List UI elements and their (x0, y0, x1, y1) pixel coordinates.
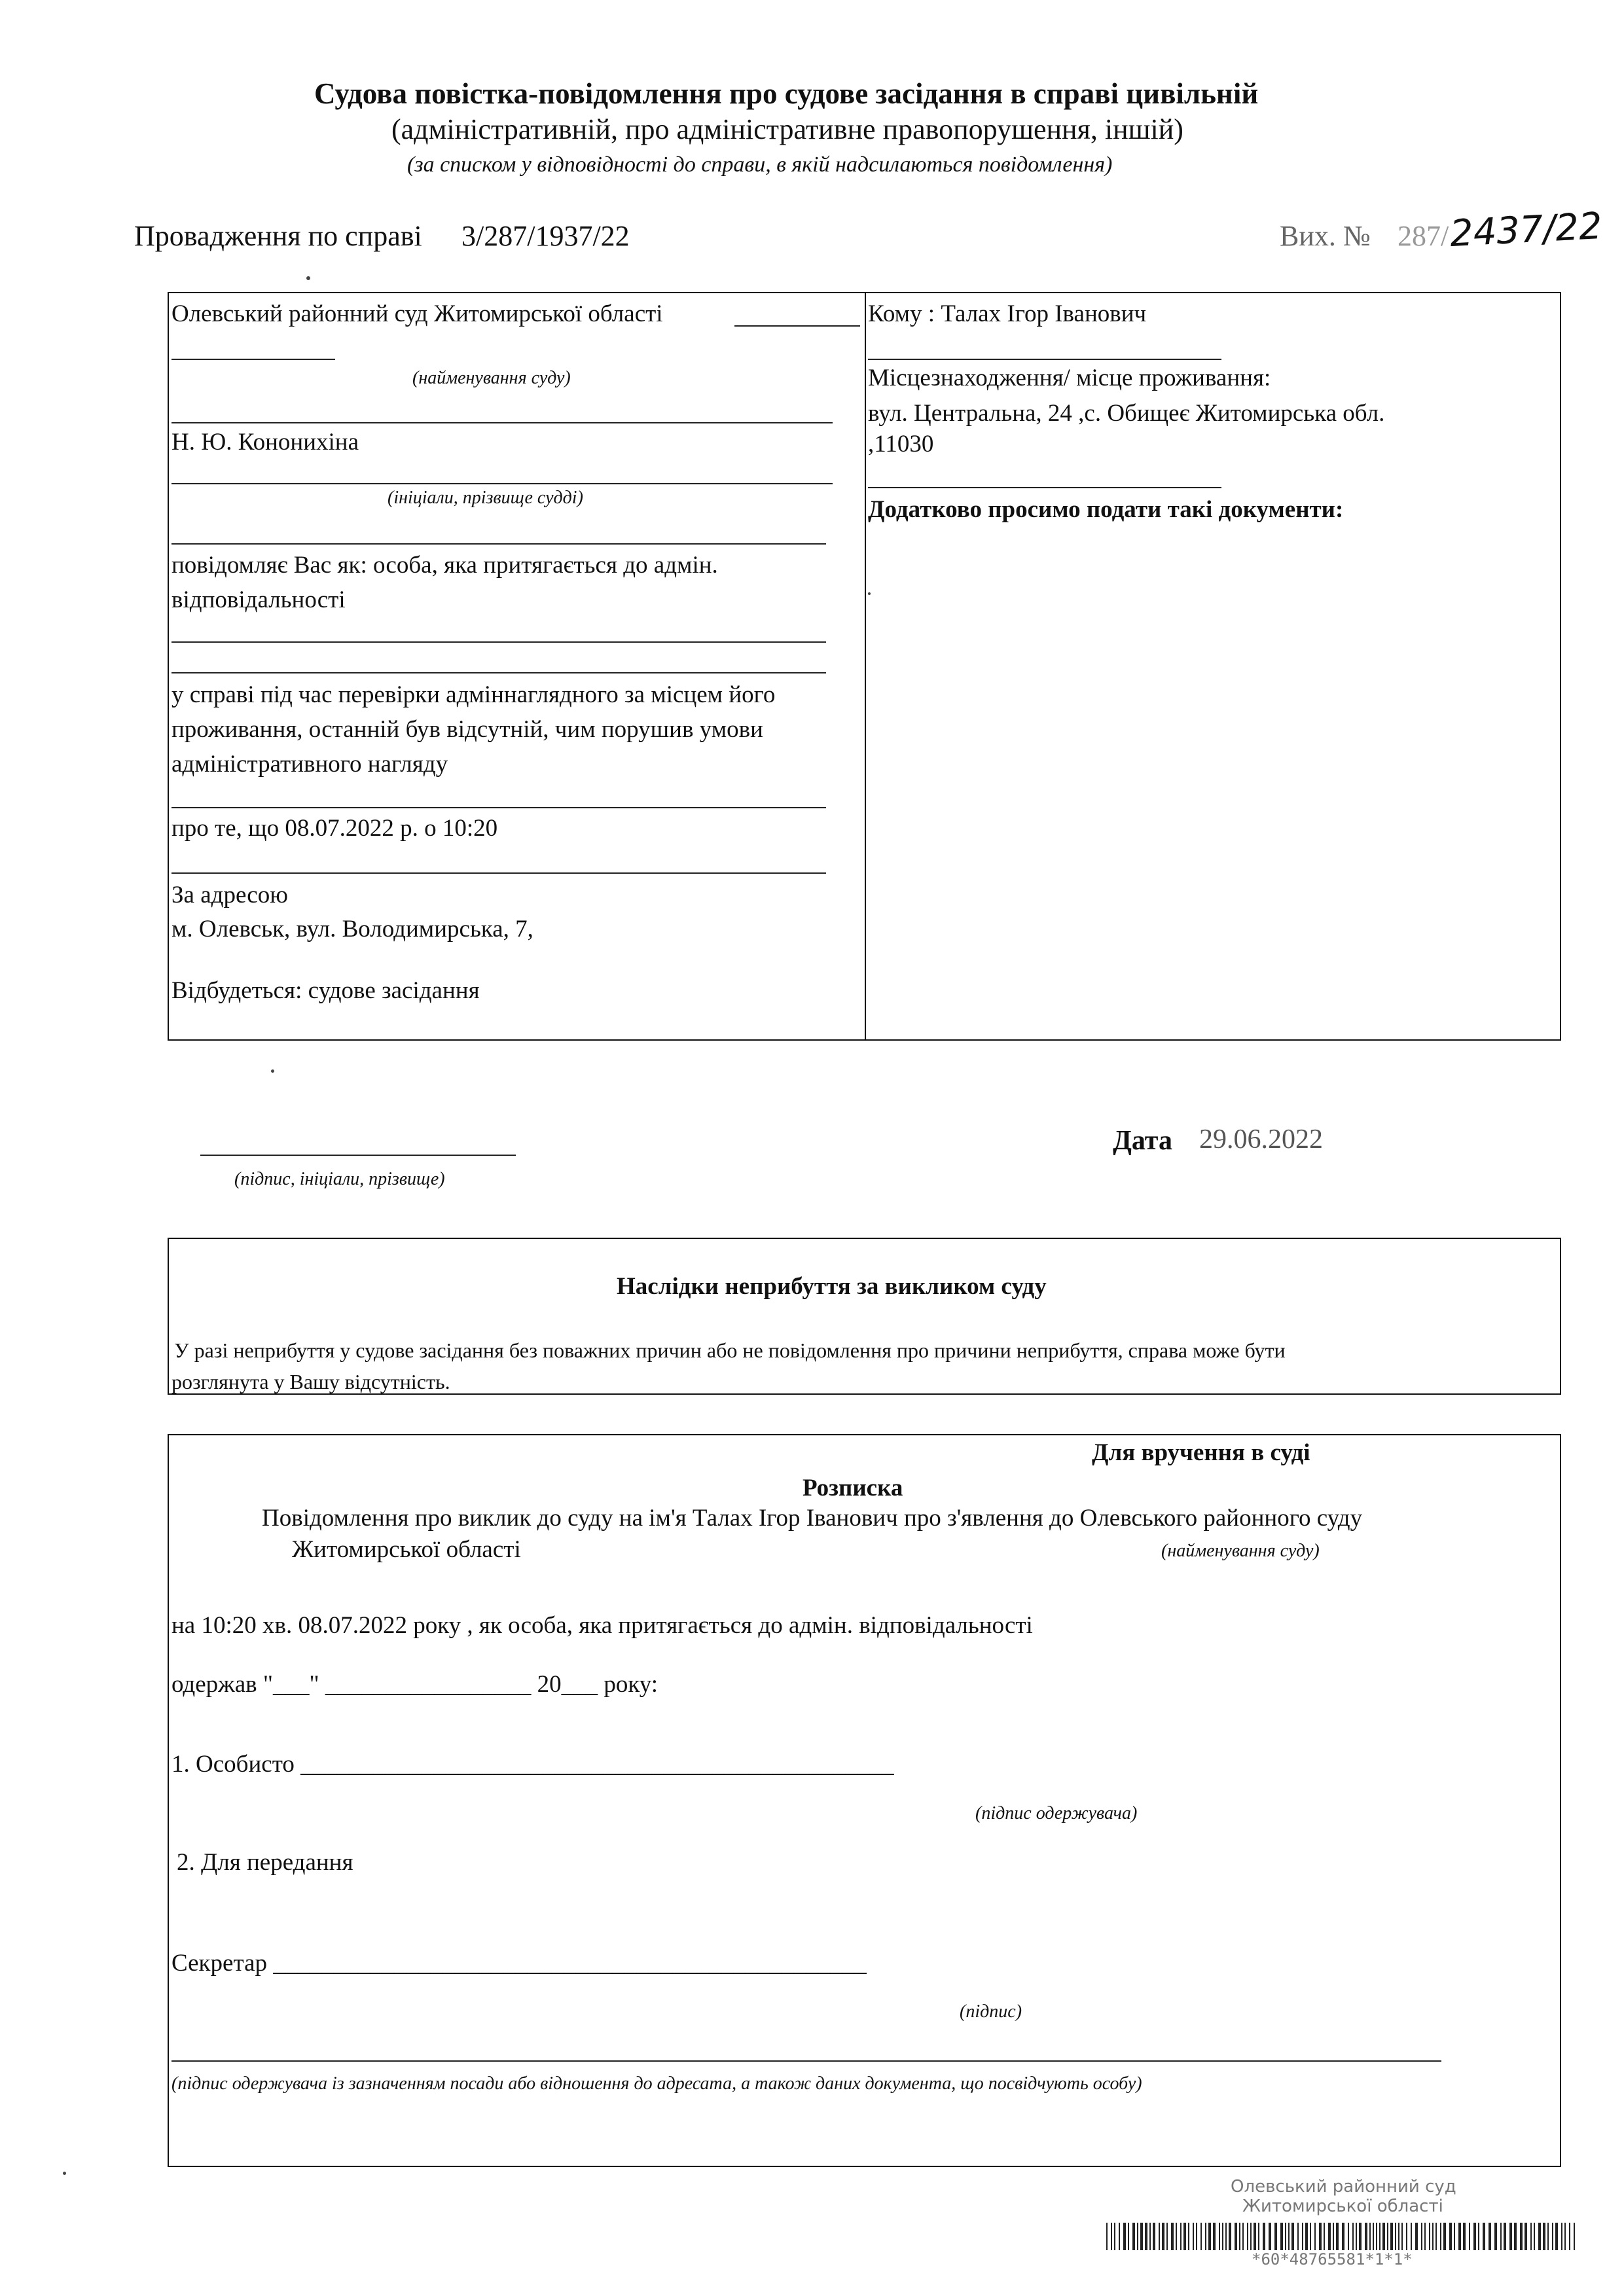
barcode-bar (1140, 2223, 1143, 2250)
barcode-bar (1128, 2223, 1129, 2250)
barcode-bar (1193, 2223, 1194, 2250)
barcode-bar (1310, 2223, 1311, 2250)
barcode-bar (1525, 2223, 1527, 2250)
barcode-bar (1235, 2223, 1237, 2250)
barcode-bar (1348, 2223, 1349, 2250)
secretary-caption: (підпис) (960, 2001, 1022, 2022)
date-value: 29.06.2022 (1199, 1124, 1323, 1155)
judge-name: Н. Ю. Кононихіна (171, 429, 359, 456)
barcode-bar (1280, 2223, 1283, 2250)
barcode-bar (1509, 2223, 1512, 2250)
barcode-bar (1569, 2223, 1570, 2250)
barcode-bar (1145, 2223, 1147, 2250)
barcode-bar (1379, 2223, 1380, 2250)
barcode-bar (1106, 2223, 1108, 2250)
transfer-line: 2. Для передання (177, 1849, 353, 1876)
barcode-bar (1188, 2223, 1189, 2250)
outgoing-number: 287/ (1398, 220, 1449, 252)
barcode-bar (1225, 2223, 1227, 2250)
barcode-bar (1333, 2223, 1334, 2250)
barcode-bar (1328, 2223, 1331, 2250)
judge-caption: (ініціали, прізвище судді) (388, 488, 583, 508)
barcode-bar (1239, 2223, 1240, 2250)
barcode-bar (1454, 2223, 1455, 2250)
barcode-bar (1153, 2223, 1155, 2250)
barcode-bar (1319, 2223, 1322, 2250)
barcode-bar (1406, 2223, 1407, 2250)
barcode-bar (1504, 2223, 1506, 2250)
court-name: Олевський районний суд Житомирської області (171, 300, 663, 327)
barcode-bar (1352, 2223, 1354, 2250)
receipt-title: Розписка (803, 1475, 903, 1501)
judge-caption-line (171, 543, 826, 545)
signature-caption: (підпис, ініціали, прізвище) (234, 1169, 445, 1189)
barcode-bar (1411, 2223, 1412, 2250)
court-name-line (734, 325, 860, 327)
barcode-bar (1469, 2223, 1470, 2250)
barcode-bar (1274, 2223, 1277, 2250)
barcode-bar (1483, 2223, 1485, 2250)
barcode-bar (1382, 2223, 1385, 2250)
scan-speck-2 (868, 592, 871, 595)
barcode (1106, 2223, 1578, 2250)
barcode-bar (1176, 2223, 1177, 2250)
barcode-bar (1137, 2223, 1138, 2250)
barcode-bar (1324, 2223, 1325, 2250)
case-description-line-3: адміністративного нагляду (171, 751, 448, 778)
barcode-bar (1520, 2223, 1523, 2250)
barcode-bar (1254, 2223, 1256, 2250)
barcode-bar (1429, 2223, 1430, 2250)
barcode-bar (1208, 2223, 1211, 2250)
barcode-bar (1424, 2223, 1426, 2250)
barcode-bar (1473, 2223, 1476, 2250)
barcode-bar (1555, 2223, 1558, 2250)
barcode-bar (1285, 2223, 1286, 2250)
recipient: Кому : Талах Ігор Іванович (868, 300, 1147, 327)
barcode-bar (1200, 2223, 1202, 2250)
judge-line (171, 483, 833, 484)
barcode-bar (1398, 2223, 1399, 2250)
barcode-bar (1395, 2223, 1396, 2250)
barcode-bar (1183, 2223, 1186, 2250)
barcode-bar (1269, 2223, 1271, 2250)
event-type: Відбудеться: судове засідання (171, 977, 480, 1004)
signature-line (200, 1155, 516, 1156)
summons-divider (865, 292, 866, 1041)
barcode-bar (1342, 2223, 1344, 2250)
secretary-line: Секретар _________________________________________________ (171, 1950, 867, 1977)
receipt-hearing-line: на 10:20 хв. 08.07.2022 року , як особа, яка притягається до адмін. відповідальності (171, 1612, 1033, 1639)
barcode-bar (1494, 2223, 1497, 2250)
barcode-bar (1376, 2223, 1377, 2250)
barcode-bar (1463, 2223, 1466, 2250)
notify-line-2 (171, 672, 826, 673)
receipt-line-1: Повідомлення про виклик до суду на ім'я Талах Ігор Іванович про з'явлення до Олевського районного суду (262, 1505, 1363, 1532)
court-name-line-2 (171, 359, 335, 360)
barcode-bar (1219, 2223, 1220, 2250)
recipient-line (868, 359, 1221, 360)
barcode-bar (1489, 2223, 1491, 2250)
barcode-bar (1538, 2223, 1541, 2250)
barcode-bar (1196, 2223, 1197, 2250)
outgoing-label: Вих. № (1280, 220, 1371, 252)
case-description-line-1: у справі під час перевірки адміннаглядного за місцем його (171, 681, 776, 708)
barcode-bar (1478, 2223, 1479, 2250)
barcode-bar (1166, 2223, 1168, 2250)
scan-speck-4 (63, 2172, 66, 2175)
barcode-bar (1500, 2223, 1502, 2250)
outgoing-handwritten-number: 2437/22 (1449, 204, 1604, 256)
barcode-bar (1213, 2223, 1216, 2250)
scan-speck-3 (271, 1069, 274, 1073)
barcode-bar (1547, 2223, 1549, 2250)
for-court-delivery: Для вручення в суді (1092, 1439, 1310, 1466)
court-caption: (найменування суду) (412, 368, 571, 388)
barcode-bar (1149, 2223, 1151, 2250)
barcode-bar (1288, 2223, 1290, 2250)
barcode-bar (1314, 2223, 1316, 2250)
barcode-bar (1534, 2223, 1535, 2250)
stamp-line-1: Олевський районний суд (1231, 2177, 1456, 2197)
barcode-bar (1401, 2223, 1403, 2250)
barcode-bar (1574, 2223, 1575, 2250)
location-address-line-2: ,11030 (868, 431, 934, 457)
barcode-bar (1123, 2223, 1126, 2250)
notify-text-line-2: відповідальності (171, 586, 346, 613)
barcode-bar (1162, 2223, 1164, 2250)
barcode-bar (1111, 2223, 1112, 2250)
barcode-bar (1336, 2223, 1339, 2250)
barcode-bar (1119, 2223, 1120, 2250)
bottom-caption: (підпис одержувача із зазначенням посади або відношення до адресата, а також даних документа, що посвідчують особу) (171, 2073, 1142, 2094)
barcode-bar (1390, 2223, 1393, 2250)
barcode-text: *60*48765581*1*1* (1252, 2250, 1413, 2269)
barcode-bar (1258, 2223, 1259, 2250)
barcode-bar (1180, 2223, 1182, 2250)
barcode-bar (1159, 2223, 1160, 2250)
case-number: 3/287/1937/22 (461, 220, 630, 252)
hearing-datetime: про те, що 08.07.2022 р. о 10:20 (171, 815, 498, 842)
document-title: Судова повістка-повідомлення про судове засідання в справі цивільній (314, 77, 1259, 110)
barcode-bar (1432, 2223, 1434, 2250)
stamp-line-2: Житомирської області (1242, 2197, 1443, 2216)
notify-line (171, 641, 826, 643)
location-address-line-1: вул. Центральна, 24 ,с. Обищеє Житомирська обл. (868, 400, 1385, 427)
barcode-bar (1222, 2223, 1223, 2250)
barcode-bar (1415, 2223, 1418, 2250)
barcode-bar (1205, 2223, 1206, 2250)
barcode-bar (1443, 2223, 1446, 2250)
case-description-line-2: проживання, останній був відсутній, чим порушив умови (171, 716, 763, 743)
barcode-bar (1302, 2223, 1303, 2250)
consequences-title: Наслідки неприбуття за викликом суду (617, 1273, 1047, 1300)
notify-text-line-1: повідомляє Вас як: особа, яка притягається до адмін. (171, 552, 718, 579)
barcode-bar (1458, 2223, 1461, 2250)
barcode-bar (1263, 2223, 1265, 2250)
consequences-text-line-2: розглянута у Вашу відсутність. (171, 1370, 450, 1393)
barcode-bar (1291, 2223, 1294, 2250)
received-line: одержав "___" _________________ 20___ року: (171, 1671, 659, 1698)
barcode-bar (1242, 2223, 1244, 2250)
barcode-bar (1449, 2223, 1452, 2250)
case-label: Провадження по справі (134, 220, 422, 252)
receipt-court-caption: (найменування суду) (1161, 1541, 1320, 1561)
personal-signature-caption: (підпис одержувача) (975, 1803, 1138, 1823)
documents-request: Додатково просимо подати такі документи: (868, 496, 1344, 523)
address-label: За адресою (171, 882, 288, 908)
barcode-bar (1387, 2223, 1388, 2250)
barcode-bar (1514, 2223, 1517, 2250)
personal-signature-line: 1. Особисто _________________________________________________ (171, 1751, 894, 1778)
bottom-signature-line (171, 2060, 1441, 2062)
barcode-bar (1229, 2223, 1231, 2250)
barcode-bar (1369, 2223, 1371, 2250)
scan-speck (306, 276, 310, 280)
barcode-bar (1297, 2223, 1299, 2250)
document-subtitle: (адміністративній, про адміністративне правопорушення, іншій) (391, 113, 1183, 145)
barcode-bar (1171, 2223, 1174, 2250)
document-note: (за списком у відповідності до справи, в якій надсилаються повідомлення) (407, 152, 1113, 177)
barcode-bar (1359, 2223, 1362, 2250)
barcode-bar (1435, 2223, 1437, 2250)
consequences-text-line-1: У разі неприбуття у судове засідання без поважних причин або не повідомлення про причини неприбуття, справа може бути (174, 1338, 1286, 1362)
barcode-bar (1247, 2223, 1248, 2250)
receipt-line-2: Житомирської області (292, 1536, 521, 1563)
datetime-line (171, 872, 826, 874)
location-label: Місцезнаходження/ місце проживання: (868, 365, 1271, 391)
barcode-bar (1552, 2223, 1553, 2250)
date-label: Дата (1113, 1126, 1172, 1156)
barcode-bar (1250, 2223, 1252, 2250)
barcode-bar (1305, 2223, 1308, 2250)
barcode-bar (1114, 2223, 1115, 2250)
barcode-bar (1373, 2223, 1374, 2250)
court-address: м. Олевськ, вул. Володимирська, 7, (171, 916, 533, 942)
barcode-bar (1543, 2223, 1545, 2250)
barcode-bar (1440, 2223, 1441, 2250)
barcode-bar (1132, 2223, 1135, 2250)
barcode-bar (1421, 2223, 1422, 2250)
barcode-bar (1564, 2223, 1566, 2250)
barcode-bar (1561, 2223, 1562, 2250)
court-caption-line (171, 422, 833, 423)
barcode-bar (1365, 2223, 1367, 2250)
barcode-bar (1530, 2223, 1532, 2250)
location-line (868, 487, 1221, 488)
barcode-bar (1356, 2223, 1357, 2250)
case-description-line (171, 807, 826, 808)
